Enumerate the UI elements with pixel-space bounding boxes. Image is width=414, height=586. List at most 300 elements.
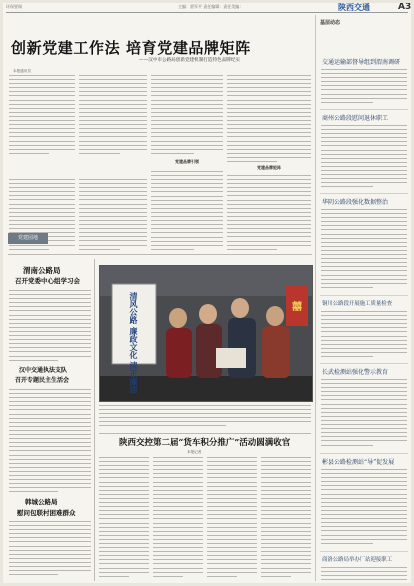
text-line [9, 124, 75, 125]
text-line [321, 186, 373, 187]
text-line [9, 224, 75, 225]
text-line [151, 128, 223, 129]
text-line [79, 249, 120, 250]
bottom-col-2 [153, 457, 203, 580]
text-line [321, 432, 407, 433]
text-line [79, 112, 147, 113]
lead-lower-col-3 [151, 171, 223, 253]
text-line [227, 245, 311, 246]
text-line [9, 79, 75, 80]
text-line [321, 408, 407, 409]
text-line [321, 158, 407, 159]
text-line [227, 112, 311, 113]
news-photo [99, 265, 313, 402]
text-line [321, 387, 407, 388]
sidebar-rule [320, 363, 408, 364]
text-line [153, 572, 203, 573]
text-line [9, 537, 91, 538]
text-line [261, 523, 311, 524]
text-line [151, 232, 223, 233]
text-line [321, 129, 407, 130]
text-line [151, 112, 223, 113]
text-line [79, 108, 147, 109]
lead-headline: 创新党建工作法 培育党建品牌矩阵 [11, 39, 251, 57]
text-line [321, 234, 407, 235]
text-line [9, 422, 91, 423]
text-line [9, 327, 91, 328]
text-line [321, 571, 407, 572]
text-line [227, 79, 311, 80]
text-line [261, 527, 311, 528]
text-line [79, 199, 147, 200]
text-line [9, 356, 91, 357]
lead-col-1 [9, 75, 75, 157]
text-line [261, 539, 311, 540]
text-line [227, 108, 311, 109]
text-line [321, 89, 407, 90]
text-line [207, 551, 257, 552]
text-line [321, 506, 407, 507]
text-line [207, 543, 257, 544]
lead-section-head-1: 党建品牌引领 [175, 159, 199, 164]
text-line [207, 527, 257, 528]
text-line [227, 241, 311, 242]
text-line [227, 153, 311, 154]
text-line [153, 514, 203, 515]
text-line [321, 125, 407, 126]
text-line [9, 104, 75, 105]
story2-title-line1: 汉中交通执法支队 [19, 367, 68, 374]
text-line [321, 489, 407, 490]
text-line [79, 124, 147, 125]
text-line [79, 153, 120, 154]
text-line [321, 225, 407, 226]
text-line [79, 128, 147, 129]
sidebar-item-1-body [321, 69, 407, 106]
text-line [227, 232, 311, 233]
text-line [207, 572, 257, 573]
bottom-story-byline: 本报记者 [187, 450, 202, 454]
text-line [321, 383, 407, 384]
sidebar-item-4: 铜川公路段开展施工质量检查 [322, 301, 393, 307]
text-line [153, 527, 203, 528]
text-line [9, 298, 91, 299]
text-line [9, 525, 91, 526]
text-line [321, 250, 407, 251]
text-line [151, 191, 223, 192]
header-rule [6, 12, 408, 13]
bottom-story-headline: 陕西交控第二届“货车积分推广”活动圆满收官 [119, 438, 291, 448]
text-line [9, 112, 75, 113]
text-line [9, 302, 91, 303]
text-line [321, 254, 407, 255]
text-line [9, 471, 91, 472]
text-line [321, 311, 407, 312]
text-line [9, 475, 91, 476]
text-line [79, 232, 147, 233]
text-line [9, 347, 91, 348]
text-line [227, 104, 311, 105]
text-line [153, 563, 203, 564]
text-line [321, 69, 407, 70]
text-line [227, 228, 311, 229]
text-line [9, 550, 91, 551]
text-line [79, 100, 147, 101]
text-line [99, 518, 149, 519]
text-line [321, 287, 373, 288]
text-line [261, 490, 311, 491]
text-line [99, 494, 149, 495]
text-line [261, 518, 311, 519]
text-line [79, 141, 147, 142]
story3-title-line1: 韩城公路局 [25, 498, 58, 506]
text-line [153, 465, 203, 466]
text-line [227, 212, 311, 213]
text-line [79, 145, 147, 146]
text-line [9, 558, 91, 559]
lead-col-2 [79, 75, 147, 157]
text-line [79, 187, 147, 188]
text-line [151, 83, 223, 84]
text-line [79, 104, 147, 105]
sidebar-rule [320, 109, 408, 110]
text-line [9, 554, 91, 555]
sidebar-item-5: 长武检测站强化警示教育 [322, 369, 389, 376]
text-line [207, 539, 257, 540]
text-line [99, 473, 149, 474]
text-line [207, 486, 257, 487]
text-line [9, 409, 91, 410]
text-line [153, 568, 203, 569]
text-line [261, 563, 311, 564]
text-line [321, 238, 407, 239]
text-line [207, 490, 257, 491]
text-line [9, 149, 75, 150]
text-line [261, 555, 311, 556]
text-line [321, 543, 373, 544]
text-line [321, 494, 407, 495]
text-line [321, 473, 407, 474]
text-line [321, 98, 407, 99]
text-line [321, 73, 407, 74]
text-line [79, 83, 147, 84]
text-line [207, 469, 257, 470]
text-line [321, 213, 407, 214]
text-line [9, 245, 75, 246]
text-line [321, 182, 407, 183]
text-line [9, 487, 91, 488]
page-number: A3 [398, 3, 411, 12]
text-line [227, 145, 311, 146]
text-line [9, 220, 75, 221]
text-line [79, 245, 147, 246]
text-line [321, 340, 407, 341]
text-line [207, 477, 257, 478]
text-line [99, 502, 149, 503]
text-line [207, 514, 257, 515]
text-line [9, 343, 91, 344]
text-line [321, 85, 407, 86]
text-line [153, 469, 203, 470]
text-line [321, 539, 407, 540]
text-line [261, 535, 311, 536]
story2-title-line2: 召开专题民主生活会 [15, 377, 70, 384]
text-line [9, 360, 58, 361]
text-line [99, 576, 129, 577]
text-line [79, 212, 147, 213]
text-line [9, 570, 91, 571]
text-line [321, 323, 407, 324]
text-line [9, 323, 91, 324]
text-line [321, 81, 407, 82]
sidebar-rule [320, 193, 408, 194]
text-line [99, 498, 149, 499]
text-line [153, 457, 203, 458]
text-line [9, 574, 58, 575]
text-line [227, 220, 311, 221]
text-line [227, 124, 311, 125]
text-line [9, 418, 91, 419]
text-line [227, 224, 311, 225]
text-line [207, 457, 257, 458]
text-line [321, 498, 407, 499]
text-line [207, 531, 257, 532]
text-line [9, 199, 75, 200]
text-line [9, 533, 91, 534]
text-line [9, 183, 75, 184]
text-line [151, 124, 223, 125]
story3-title-line2: 慰问包联村困难群众 [17, 509, 76, 517]
text-line [9, 335, 91, 336]
text-line [79, 136, 147, 137]
text-line [321, 137, 407, 138]
text-line [153, 555, 203, 556]
text-line [153, 494, 203, 495]
text-line [99, 563, 149, 564]
text-line [227, 200, 311, 201]
text-line [321, 336, 407, 337]
text-line [227, 195, 311, 196]
text-line [321, 279, 407, 280]
text-line [261, 469, 311, 470]
text-line [261, 477, 311, 478]
text-line [321, 567, 407, 568]
text-line [321, 242, 407, 243]
text-line [9, 116, 75, 117]
sidebar-item-7-body [321, 567, 407, 583]
text-line [151, 179, 223, 180]
text-line [9, 566, 91, 567]
text-line [227, 187, 311, 188]
text-line [321, 404, 407, 405]
text-line [9, 442, 91, 443]
text-line [227, 100, 311, 101]
text-line [321, 502, 407, 503]
text-line [9, 87, 75, 88]
text-line [321, 331, 407, 332]
text-line [9, 249, 49, 250]
text-line [9, 145, 75, 146]
text-line [151, 245, 223, 246]
text-line [9, 310, 91, 311]
bottom-col-3 [207, 457, 257, 580]
text-line [99, 547, 149, 548]
text-line [321, 145, 407, 146]
text-line [9, 483, 91, 484]
text-line [9, 319, 91, 320]
text-line [79, 236, 147, 237]
text-line [153, 502, 203, 503]
text-line [9, 455, 91, 456]
text-line [227, 179, 311, 180]
text-line [153, 482, 203, 483]
text-line [227, 136, 311, 137]
text-line [151, 79, 223, 80]
text-line [261, 531, 311, 532]
story3-body [9, 521, 91, 578]
text-line [9, 306, 91, 307]
text-line [321, 481, 407, 482]
text-line [227, 83, 311, 84]
text-line [9, 141, 75, 142]
text-line [153, 461, 203, 462]
text-line [9, 108, 75, 109]
text-line [9, 529, 91, 530]
text-line [9, 136, 75, 137]
text-line [321, 266, 407, 267]
text-line [321, 258, 407, 259]
sidebar-item-6-body [321, 469, 407, 547]
story1-title-line2: 召开党委中心组学习会 [15, 277, 80, 285]
text-line [321, 412, 407, 413]
text-line [227, 236, 311, 237]
story1-body [9, 290, 91, 364]
text-line [321, 262, 407, 263]
text-line [261, 572, 311, 573]
text-line [321, 162, 407, 163]
masthead-brand: 陕西交通 [338, 3, 370, 12]
text-line [79, 204, 147, 205]
text-line [321, 170, 407, 171]
text-line [153, 523, 203, 524]
text-line [79, 228, 147, 229]
text-line [9, 450, 91, 451]
text-line [151, 145, 223, 146]
text-line [261, 482, 311, 483]
text-line [151, 149, 223, 150]
text-line [227, 87, 311, 88]
text-line [321, 445, 373, 446]
text-line [207, 461, 257, 462]
text-line [153, 518, 203, 519]
lead-col-3 [151, 75, 223, 157]
text-line [151, 136, 223, 137]
text-line [9, 401, 91, 402]
text-line [9, 491, 58, 492]
text-line [261, 465, 311, 466]
text-line [99, 543, 149, 544]
text-line [9, 393, 91, 394]
text-line [151, 212, 223, 213]
text-line [321, 352, 407, 353]
text-line [153, 551, 203, 552]
text-line [151, 171, 223, 172]
text-line [227, 157, 311, 158]
text-line [321, 424, 407, 425]
text-line [9, 120, 75, 121]
text-line [321, 356, 373, 357]
text-line [207, 502, 257, 503]
text-line [227, 175, 311, 176]
text-line [261, 506, 311, 507]
text-line [151, 183, 223, 184]
text-line [321, 440, 407, 441]
text-line [99, 405, 311, 406]
text-line [9, 187, 75, 188]
text-line [9, 212, 75, 213]
text-line [261, 559, 311, 560]
text-line [99, 568, 149, 569]
text-line [9, 179, 75, 180]
sidebar-item-7: 商洛公路局举办厂站迎接职工 [322, 557, 393, 563]
text-line [321, 420, 407, 421]
text-line [153, 477, 203, 478]
text-line [151, 95, 223, 96]
sidebar-item-6: 彬县公路检测站“导”促发展 [322, 459, 395, 466]
text-line [261, 502, 311, 503]
lead-divider [8, 254, 312, 255]
text-line [153, 531, 203, 532]
text-line [151, 224, 223, 225]
photo-scene [100, 266, 312, 401]
text-line [9, 546, 91, 547]
text-line [261, 514, 311, 515]
text-line [227, 216, 311, 217]
story1-title-line1: 渭南公路局 [23, 266, 61, 275]
text-line [227, 249, 277, 250]
story2-body [9, 389, 91, 495]
text-line [9, 521, 91, 522]
text-line [321, 283, 407, 284]
text-line [321, 348, 407, 349]
text-line [9, 459, 91, 460]
text-line [153, 506, 203, 507]
text-line [99, 527, 149, 528]
text-line [261, 473, 311, 474]
text-line [207, 498, 257, 499]
text-line [153, 576, 183, 577]
text-line [151, 204, 223, 205]
text-line [79, 116, 147, 117]
section-banner: 党建园地 [8, 233, 48, 244]
text-line [9, 153, 49, 154]
text-line [153, 490, 203, 491]
text-line [207, 568, 257, 569]
text-line [99, 535, 149, 536]
text-line [9, 191, 75, 192]
text-line [321, 246, 407, 247]
text-line [99, 531, 149, 532]
text-line [207, 473, 257, 474]
text-line [321, 526, 407, 527]
text-line [99, 457, 149, 458]
bottom-col-4 [261, 457, 311, 580]
text-line [99, 461, 149, 462]
text-line [99, 490, 149, 491]
text-line [261, 543, 311, 544]
text-line [207, 506, 257, 507]
text-line [151, 237, 223, 238]
